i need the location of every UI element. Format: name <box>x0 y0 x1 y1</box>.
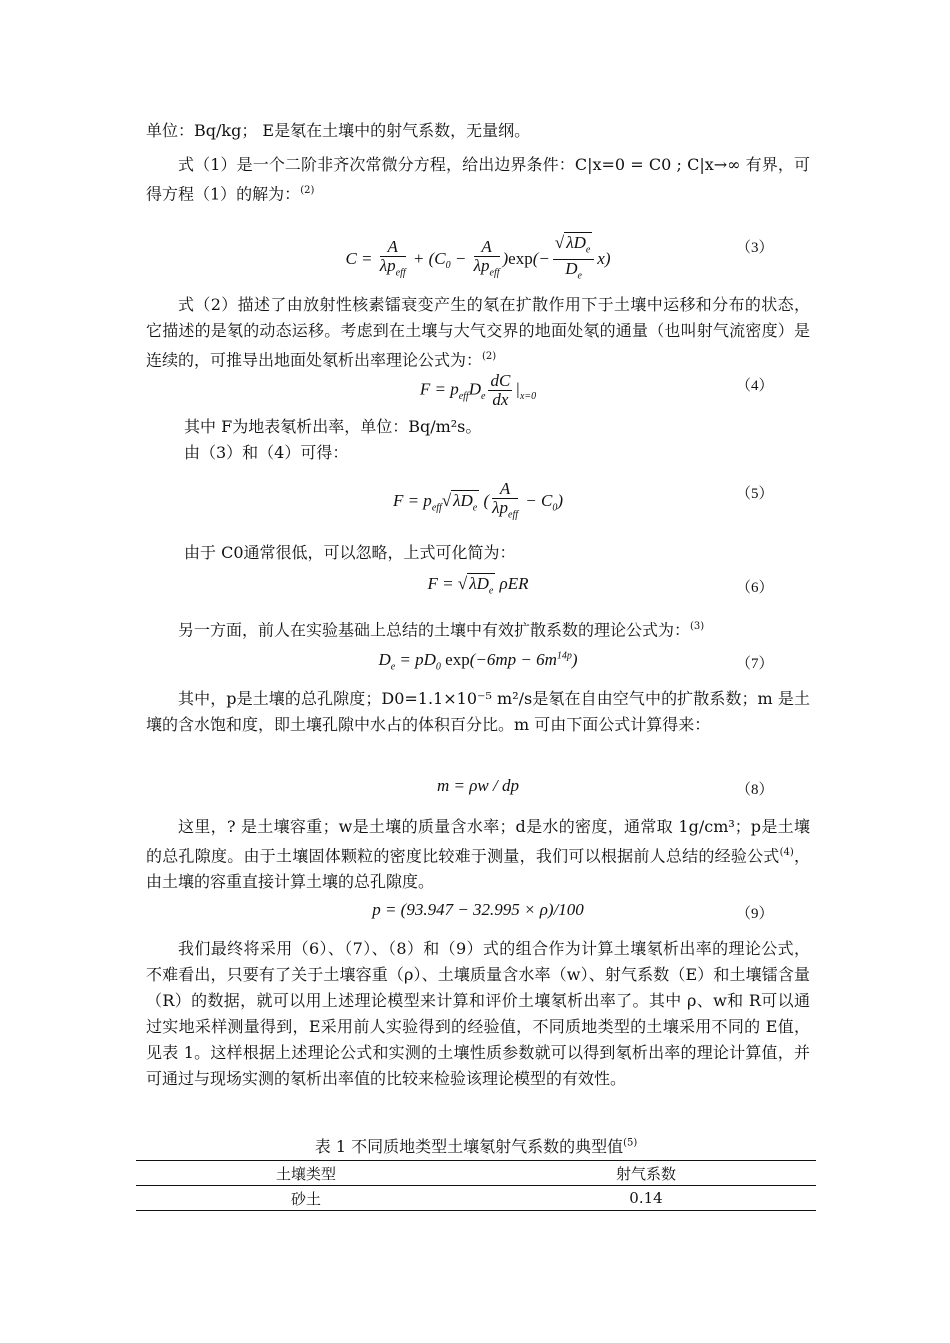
paragraph-bulk-density: 这里，? 是土壤容重；w是土壤的质量含水率；d是水的密度，通常取 1g/cm³；p是土壤的总孔隙度。由于土壤固体颗粒的密度比较难于测量，我们可以根据前人总结的经验公式$^{(4)}$，由土壤的容重直接计算土壤的总孔隙度。 <box>146 817 810 892</box>
table-header-cell: 射气系数 <box>615 1164 676 1183</box>
paragraph-porosity-definition: 其中，p是土壤的总孔隙度；D0=1.1×10⁻⁵ m²/s是氡在自由空气中的扩散系数；m 是土壤的含水饱和度，即土壤孔隙中水占的体积百分比。m 可由下面公式计算得来： <box>146 689 810 734</box>
citation-ref: (2) <box>300 185 315 196</box>
paragraph-units: 单位：Bq/kg； E是氡在土壤中的射气系数，无量纲。 <box>146 121 531 140</box>
equation-6 <box>146 568 810 608</box>
equation-9 <box>146 894 810 934</box>
paragraph-combine: 由（3）和（4）可得： <box>184 443 349 462</box>
equation-5-number: （5） <box>736 486 774 502</box>
paragraph-flux-definition: 其中 F为地表氡析出率，单位：Bq/m²s。 <box>184 417 482 436</box>
citation-ref: (5) <box>623 1137 638 1149</box>
emanation-coefficient-table <box>136 1160 816 1211</box>
equation-9-formula: p = (93.947 − 32.995 × ρ)/100 <box>372 900 584 919</box>
paragraph-flux-derivation: 式（2）描述了由放射性核素镭衰变产生的氡在扩散作用下于土壤中运移和分布的状态，它描述的是氡的动态运移。考虑到在土壤与大气交界的地面处氡的通量（也叫射气流密度）是连续的，可推导出地面处氡析出率理论公式为：$^{(2)}$ <box>146 295 810 370</box>
paragraph-simplify: 由于 C0通常很低，可以忽略，上式可化简为： <box>184 543 516 562</box>
equation-3 <box>146 228 810 282</box>
equation-7-formula: $D_e = pD_0$ $\exp(-6mp - 6m^{14p})$ <box>378 650 578 673</box>
equation-4 <box>146 366 810 409</box>
table-caption: 表 1 不同质地类型土壤氡射气系数的典型值$^{(5)}$ <box>314 1137 638 1156</box>
equation-3-formula: C = $\frac{A}{\lambda p_{eff}}$ + ($C_0$ − $\frac{A}{\lambda p_{eff}}$ )exp(− $\frac{√ \lambda D_e}{D_e}$ x) <box>345 233 611 282</box>
citation-ref: (2) <box>482 351 497 362</box>
table-cell: 砂土 <box>290 1189 321 1208</box>
equation-7 <box>146 644 810 684</box>
paragraph-conclusion: 我们最终将采用（6）、（7）、（8）和（9）式的组合作为计算土壤氡析出率的理论公式，不难看出，只要有了关于土壤容重（ρ）、土壤质量含水率（w）、射气系数（E）和土壤镭含量（R）的数据，就可以用上述理论模型来计算和评价土壤氡析出率了。其中 ρ、w和 R可以通过实地采样测量得到，E采用前人实验得到的经验值，不同质地类型的土壤采用不同的 E值，见表 1。这样根据上述理论公式和实测的土壤性质参数就可以得到氡析出率的理论计算值，并可通过与现场实测的氡析出率值的比较来检验该理论模型的有效性。 <box>146 939 810 1088</box>
equation-4-formula: $F = p_{eff}D_e$ $\frac{dC}{dx}$ $|_{x=0}$ <box>419 371 537 409</box>
equation-6-number: （6） <box>736 580 774 596</box>
citation-ref: (3) <box>690 621 705 632</box>
citation-ref: (4) <box>779 847 794 858</box>
paragraph-boundary-conditions: 式（1）是一个二阶非齐次常微分方程，给出边界条件：C|x=0 = C0 ; C|x→∞ 有界，可得方程（1）的解为：$^{(2)}$ <box>146 155 810 204</box>
equation-5 <box>146 474 810 521</box>
equation-8 <box>146 770 810 810</box>
equation-4-number: （4） <box>736 378 774 394</box>
table-header-cell: 土壤类型 <box>275 1164 336 1183</box>
equation-5-formula: $F = p_{eff}√$ $\lambda D_e$ ( $\frac{A}{\lambda p_{eff}}$ − $C_0$) <box>392 479 564 521</box>
paragraph-diffusion-intro: 另一方面，前人在实验基础上总结的土壤中有效扩散系数的理论公式为：$^{(3)}$ <box>178 620 705 640</box>
table-cell: 0.14 <box>629 1189 663 1207</box>
equation-8-formula: m = ρw / dp <box>437 776 519 795</box>
equation-9-number: （9） <box>736 906 774 922</box>
equation-6-formula: F = √ $\lambda D_e$ ρER <box>427 574 529 597</box>
table-header-row <box>136 1161 816 1186</box>
equation-3-number: （3） <box>736 240 774 256</box>
table-row <box>136 1186 816 1211</box>
equation-7-number: （7） <box>736 656 774 672</box>
equation-8-number: （8） <box>736 782 774 798</box>
